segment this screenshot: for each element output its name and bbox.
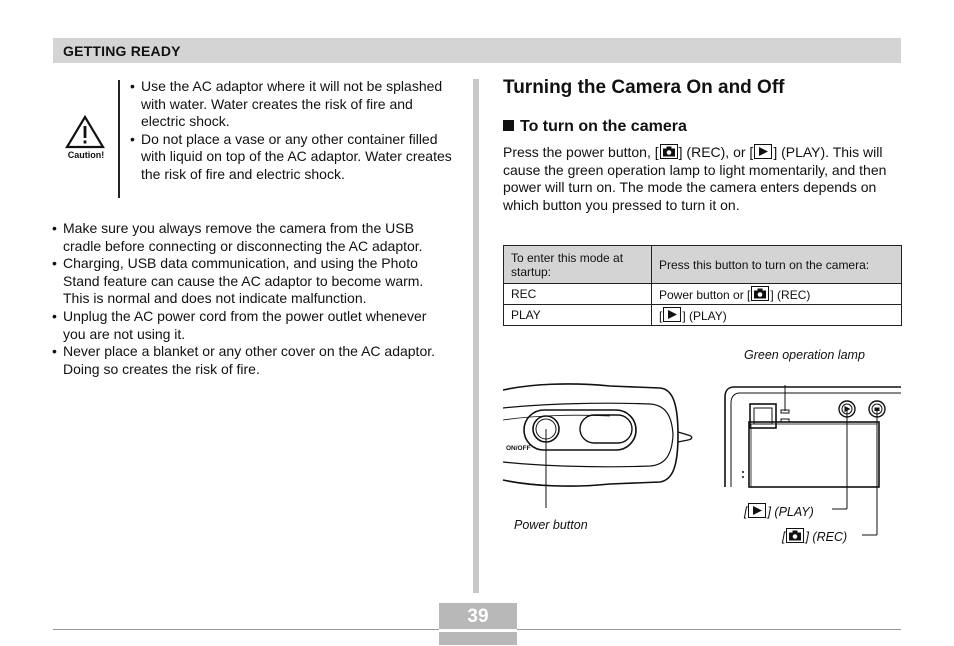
camera-back-illustration <box>722 385 902 545</box>
left-bullet-list <box>52 220 452 378</box>
camera-icon <box>751 286 769 301</box>
table-cell <box>652 284 902 305</box>
caution-list <box>130 78 452 184</box>
camera-icon <box>786 528 804 543</box>
play-caption: [ ] (PLAY) <box>744 505 814 519</box>
instruction-paragraph <box>503 144 898 214</box>
para-text: Press the power button, [ <box>503 144 659 160</box>
table-cell: REC <box>504 284 652 305</box>
onoff-label: ON/OFF <box>506 445 531 452</box>
table-header-row <box>504 246 902 284</box>
camera-top-illustration <box>500 380 705 510</box>
play-icon <box>663 307 681 322</box>
column-divider <box>473 79 479 593</box>
cell-text: ] (PLAY) <box>682 309 727 323</box>
para-text: ] (REC), or [ <box>678 144 754 160</box>
list-item: • Unplug the AC power cord from the power outlet whenever you are not using it. <box>52 308 452 343</box>
list-item: • Make sure you always remove the camera from the USB cradle before connecting or disconnecting the AC adaptor. <box>52 220 452 255</box>
caution-divider <box>118 80 120 198</box>
table-cell: PLAY <box>504 305 652 326</box>
page-number-box <box>439 603 517 645</box>
square-bullet-icon <box>503 120 514 131</box>
section-header-label: GETTING READY <box>63 43 181 59</box>
caution-triangle-icon <box>63 115 107 154</box>
list-item: • Charging, USB data communication, and using the Photo Stand feature can cause the AC adaptor to become warm. This is normal and does not indicate malfunction. <box>52 255 452 308</box>
caution-item: • Use the AC adaptor where it will not be splashed with water. Water creates the risk of fire and electric shock. <box>130 78 452 131</box>
para-text: ] (PLAY). This will cause the green operation lamp to light momentarily, and then power will turn on. The mode the camera enters depends on which button you pressed to turn it on. <box>503 144 887 213</box>
rec-caption: [ ] (REC) <box>782 530 848 544</box>
camera-icon <box>660 144 678 159</box>
table-cell <box>652 305 902 326</box>
mode-table <box>503 245 902 326</box>
table-row <box>504 284 902 305</box>
page-number-stripe <box>439 629 517 632</box>
cell-text: Power button or [ <box>659 288 751 302</box>
caution-label: Caution! <box>67 150 105 160</box>
lamp-caption: Green operation lamp <box>744 348 865 362</box>
subheading <box>503 118 687 136</box>
page-number: 39 <box>467 606 489 627</box>
table-header: To enter this mode at startup: <box>504 246 652 284</box>
cell-text: ] (REC) <box>770 288 811 302</box>
table-row <box>504 305 902 326</box>
power-button-caption: Power button <box>514 518 588 532</box>
table-header: Press this button to turn on the camera: <box>652 246 902 284</box>
caption-text: ] (REC) <box>805 530 848 544</box>
play-icon <box>754 144 772 159</box>
cell-text: [ <box>659 309 663 323</box>
caption-text: ] (PLAY) <box>767 505 814 519</box>
page-title: Turning the Camera On and Off <box>503 77 785 98</box>
caution-item: • Do not place a vase or any other container filled with liquid on top of the AC adaptor. Water creates the risk of fire and electric shock. <box>130 131 452 184</box>
list-item: • Never place a blanket or any other cover on the AC adaptor. Doing so creates the risk of fire. <box>52 343 452 378</box>
play-icon <box>748 503 766 518</box>
section-header-bar <box>53 38 901 63</box>
subheading-text: To turn on the camera <box>520 118 687 135</box>
